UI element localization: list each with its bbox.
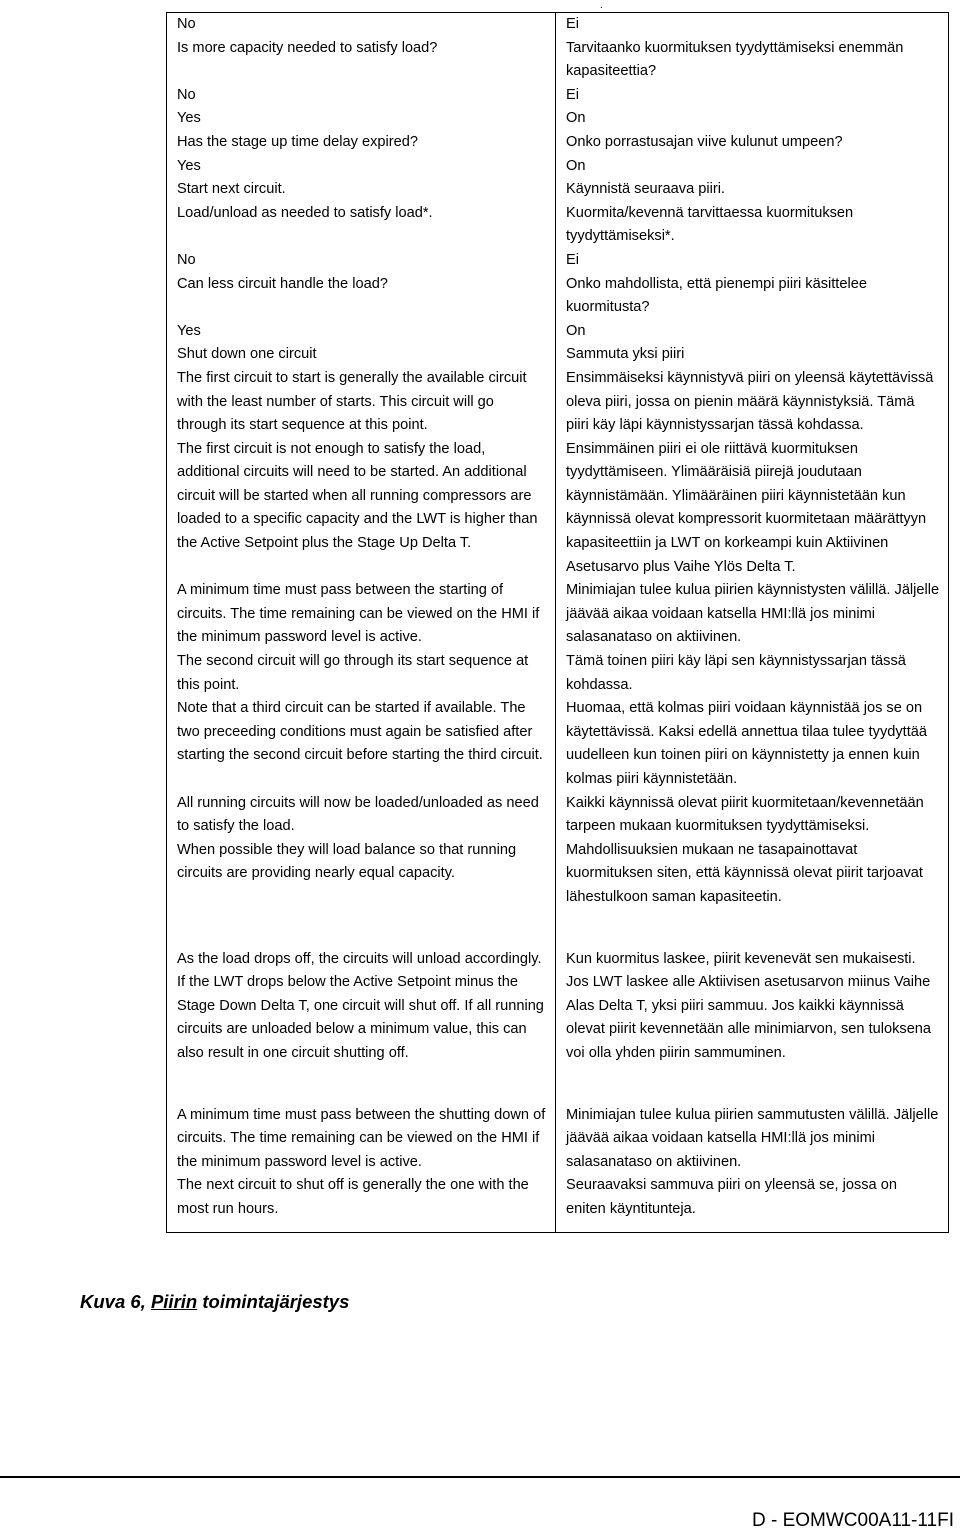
fi-spacer [556, 1066, 948, 1104]
en-cell: Can less circuit handle the load? [167, 273, 556, 320]
table-row [167, 839, 948, 910]
fi-cell: Seuraavaksi sammuva piiri on yleensä se, jossa on eniten käyntitunteja. [566, 1177, 897, 1217]
table-row [167, 438, 948, 580]
en-spacer [167, 910, 556, 948]
en-cell: Start next circuit. [167, 178, 556, 202]
table-row [167, 792, 948, 839]
table-row [167, 650, 948, 697]
table-row [167, 579, 948, 650]
fi-cell: Ei [566, 86, 579, 103]
fi-cell: Minimiajan tulee kulua piirien sammutusten välillä. Jäljelle jäävää aikaa voidaan katsella HMI:llä jos minimi salasanataso on aktiivinen. [566, 1106, 939, 1170]
table-row [167, 948, 948, 1066]
footer-divider [0, 1476, 960, 1478]
table-row [167, 202, 948, 249]
table-row [167, 131, 948, 155]
fi-cell: Kun kuormitus laskee, piirit kevenevät sen mukaisesti. Jos LWT laskee alle Aktiivisen asetusarvon miinus Vaihe Alas Delta T, yksi piiri sammuu. Jos kaikki käynnissä olevat piirit kevennetään alle minimiarvon, sen tuloksena voi olla yhden piirin sammuminen. [566, 950, 932, 1061]
en-spacer [167, 1066, 556, 1104]
table-row [167, 178, 948, 202]
caption-underlined-word: Piirin [150, 1291, 198, 1312]
en-cell: The next circuit to shut off is generally the one with the most run hours. [167, 1174, 556, 1221]
en-cell: The first circuit to start is generally the available circuit with the least number of starts. This circuit will go through its start sequence at this point. [167, 367, 556, 438]
top-mark: . [600, 0, 603, 11]
figure-caption [80, 1291, 349, 1313]
caption-prefix: Kuva 6, [80, 1291, 151, 1312]
fi-cell: Huomaa, että kolmas piiri voidaan käynnistää jos se on käytettävissä. Kaksi edellä annettua tilaa tulee tyydyttää uudelleen kun toinen piiri on käynnistetty ja ennen kuin kolmas piiri käynnistetään. [566, 700, 928, 787]
table-row [167, 107, 948, 131]
en-cell: Load/unload as needed to satisfy load*. [167, 202, 556, 249]
en-cell: Yes [167, 155, 556, 179]
table-spacer [167, 910, 948, 948]
table-row [167, 320, 948, 344]
fi-spacer [556, 910, 948, 948]
table-spacer [167, 1222, 948, 1232]
fi-cell: Onko porrastusajan viive kulunut umpeen? [566, 133, 843, 150]
table-row [167, 1104, 948, 1175]
fi-cell: On [566, 322, 586, 339]
table-row [167, 249, 948, 273]
en-cell: A minimum time must pass between the starting of circuits. The time remaining can be viewed on the HMI if the minimum password level is active. [167, 579, 556, 650]
table-row [167, 84, 948, 108]
en-cell: A minimum time must pass between the shutting down of circuits. The time remaining can be viewed on the HMI if the minimum password level is active. [167, 1104, 556, 1175]
en-cell: No [167, 249, 556, 273]
fi-cell: Sammuta yksi piiri [566, 346, 685, 363]
fi-cell: Kaikki käynnissä olevat piirit kuormitetaan/kevennetään tarpeen mukaan kuormituksen tyydyttämiseksi. [566, 794, 924, 835]
fi-cell: Minimiajan tulee kulua piirien käynnistysten välillä. Jäljelle jäävää aikaa voidaan katsella HMI:llä jos minimi salasanataso on aktiivinen. [566, 582, 940, 646]
fi-cell: Ensimmäiseksi käynnistyvä piiri on yleensä käytettävissä oleva piiri, jossa on pienin määrä käynnistyksiä. Tämä piiri käy läpi käynnistyssarjan tässä kohdassa. [566, 369, 934, 434]
en-cell: When possible they will load balance so that running circuits are providing nearly equal capacity. [167, 839, 556, 910]
en-cell: Note that a third circuit can be started if available. The two preceeding conditions must again be satisfied after starting the second circuit before starting the third circuit. [167, 697, 556, 791]
fi-cell: Ei [566, 251, 579, 268]
fi-spacer [556, 1222, 948, 1232]
table-row [167, 13, 948, 37]
table-spacer [167, 1066, 948, 1104]
fi-cell: Mahdollisuuksien mukaan ne tasapainottavat kuormituksen siten, että käynnissä olevat piirit tarjoavat lähestulkoon saman kapasiteetin. [566, 841, 923, 905]
fi-cell: Tarvitaanko kuormituksen tyydyttämiseksi enemmän kapasiteettia? [566, 39, 904, 80]
fi-cell: On [566, 110, 586, 127]
en-cell: Is more capacity needed to satisfy load? [167, 37, 556, 84]
translation-table [166, 12, 949, 1233]
fi-cell: Ei [566, 16, 579, 32]
en-cell: The second circuit will go through its start sequence at this point. [167, 650, 556, 697]
en-cell: As the load drops off, the circuits will unload accordingly. If the LWT drops below the Active Setpoint minus the Stage Down Delta T, one circuit will shut off. If all running circuits are unloaded below a minimum value, this can also result in one circuit shutting off. [167, 948, 556, 1066]
fi-cell: Ensimmäinen piiri ei ole riittävä kuormituksen tyydyttämiseen. Ylimääräisiä piirejä joudutaan käynnistämään. Ylimääräinen piiri käynnistetään kun käynnissä olevat kompressorit kuormitetaan määrättyyn kapasiteettiin ja LWT on korkeampi kuin Aktiivinen Asetusarvo plus Vaihe Ylös Delta T. [566, 440, 927, 575]
en-cell: No [167, 84, 556, 108]
fi-cell: Käynnistä seuraava piiri. [566, 181, 725, 198]
table-row [167, 155, 948, 179]
table-row [167, 367, 948, 438]
en-cell: The first circuit is not enough to satisfy the load, additional circuits will need to be started. An additional circuit will be started when all running compressors are loaded to a specific capacity and the LWT is higher than the Active Setpoint plus the Stage Up Delta T. [167, 438, 556, 580]
en-cell: Yes [167, 107, 556, 131]
table-row [167, 1174, 948, 1221]
table-row [167, 697, 948, 791]
fi-cell: Kuormita/kevennä tarvittaessa kuormituksen tyydyttämiseksi*. [566, 204, 854, 245]
table-row [167, 37, 948, 84]
en-cell: Yes [167, 320, 556, 344]
caption-suffix: toimintajärjestys [197, 1291, 350, 1312]
document-code: D - EOMWC00A11-11FI [751, 1510, 954, 1531]
table-row [167, 343, 948, 367]
en-cell: Has the stage up time delay expired? [167, 131, 556, 155]
table-row [167, 273, 948, 320]
fi-cell: Tämä toinen piiri käy läpi sen käynnistyssarjan tässä kohdassa. [566, 653, 906, 693]
en-cell: Shut down one circuit [167, 343, 556, 367]
en-cell: All running circuits will now be loaded/unloaded as need to satisfy the load. [167, 792, 556, 839]
fi-cell: On [566, 157, 586, 174]
en-spacer [167, 1222, 556, 1232]
en-cell: No [167, 13, 556, 37]
fi-cell: Onko mahdollista, että pienempi piiri käsittelee kuormitusta? [566, 275, 867, 316]
